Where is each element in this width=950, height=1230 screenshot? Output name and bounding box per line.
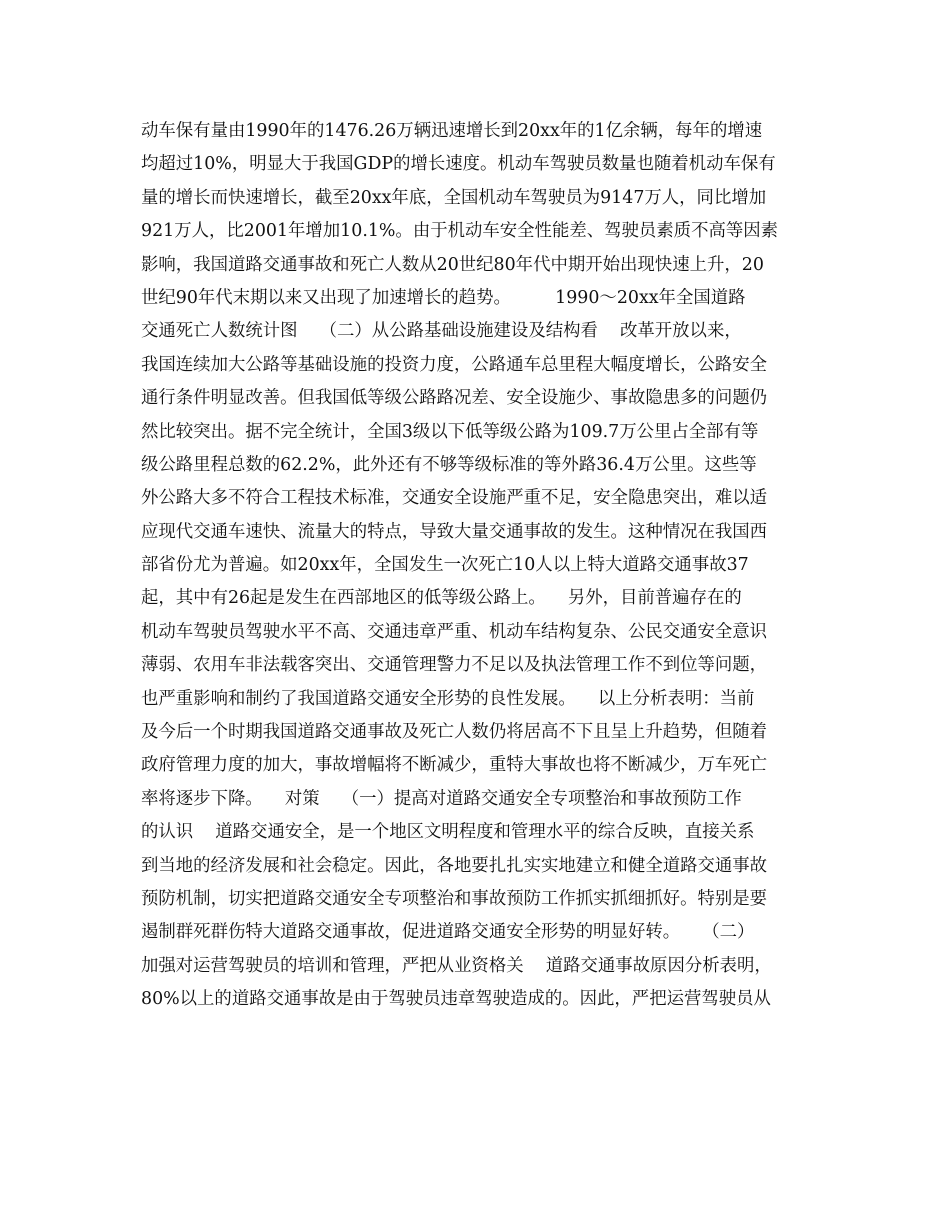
- text-line: 80%以上的道路交通事故是由于驾驶员违章驾驶造成的。因此，严把运营驾驶员从: [141, 989, 771, 1010]
- text-line: 应现代交通车速快、流量大的特点，导致大量交通事故的发生。这种情况在我国西: [141, 521, 768, 542]
- text-line: 动车保有量由1990年的1476.26万辆迅速增长到20xx年的1亿余辆，每年的增速: [141, 121, 763, 141]
- text-line: 我国连续加大公路等基础设施的投资力度，公路通车总里程大幅度增长，公路安全: [141, 354, 768, 375]
- text-line: 也严重影响和制约了我国道路交通安全形势的良性发展。 以上分析表明：当前: [141, 688, 755, 709]
- text-line: 量的增长而快速增长，截至20xx年底，全国机动车驾驶员为9147万人，同比增加: [141, 187, 767, 208]
- text-line: 及今后一个时期我国道路交通事故及死亡人数仍将居高不下且呈上升趋势，但随着: [141, 722, 768, 743]
- text-line: 遏制群死群伤特大道路交通事故，促进道路交通安全形势的明显好转。 （二）: [141, 922, 755, 943]
- text-line: 部省份尤为普遍。如20xx年，全国发生一次死亡10人以上特大道路交通事故37: [141, 555, 749, 576]
- body-text: [141, 115, 826, 1017]
- text-line: 机动车驾驶员驾驶水平不高、交通违章严重、机动车结构复杂、公民交通安全意识: [141, 621, 768, 642]
- text-line: 通行条件明显改善。但我国低等级公路路况差、安全设施少、事故隐患多的问题仍: [141, 388, 768, 409]
- text-line: 921万人，比2001年增加10.1%。由于机动车安全性能差、驾驶员素质不高等因素: [141, 221, 779, 242]
- text-line: 预防机制，切实把道路交通安全专项整治和事故预防工作抓实抓细抓好。特别是要: [141, 888, 768, 909]
- text-line: 起，其中有26起是发生在西部地区的低等级公路上。 另外，目前普遍存在的: [141, 588, 742, 609]
- text-line: 均超过10%，明显大于我国GDP的增长速度。机动车驾驶员数量也随着机动车保有: [141, 154, 776, 175]
- text-line: 加强对运营驾驶员的培训和管理，严把从业资格关 道路交通事故原因分析表明，: [141, 955, 772, 976]
- text-line: 政府管理力度的加大，事故增幅将不断减少，重特大事故也将不断减少，万车死亡: [141, 755, 768, 776]
- text-line: 率将逐步下降。 对策 （一）提高对道路交通安全专项整治和事故预防工作: [141, 788, 742, 809]
- text-line: 级公路里程总数的62.2%，此外还有不够等级标准的等外路36.4万公里。这些等: [141, 454, 757, 475]
- text-line: 的认识 道路交通安全，是一个地区文明程度和管理水平的综合反映，直接关系: [141, 822, 755, 843]
- text-line: 世纪90年代末期以来又出现了加速增长的趋势。 1990～20xx年全国道路: [141, 287, 746, 308]
- text-line: 交通死亡人数统计图 （二）从公路基础设施建设及结构看 改革开放以来，: [141, 321, 742, 342]
- text-line: 薄弱、农用车非法载客突出、交通管理警力不足以及执法管理工作不到位等问题，: [141, 655, 768, 676]
- text-line: 然比较突出。据不完全统计，全国3级以下低等级公路为109.7万公里占全部有等: [141, 421, 759, 442]
- text-line: 到当地的经济发展和社会稳定。因此，各地要扎扎实实地建立和健全道路交通事故: [141, 855, 768, 876]
- text-line: 外公路大多不符合工程技术标准，交通安全设施严重不足，安全隐患突出，难以适: [141, 488, 768, 509]
- text-line: 影响，我国道路交通事故和死亡人数从20世纪80年代中期开始出现快速上升，20: [141, 254, 764, 275]
